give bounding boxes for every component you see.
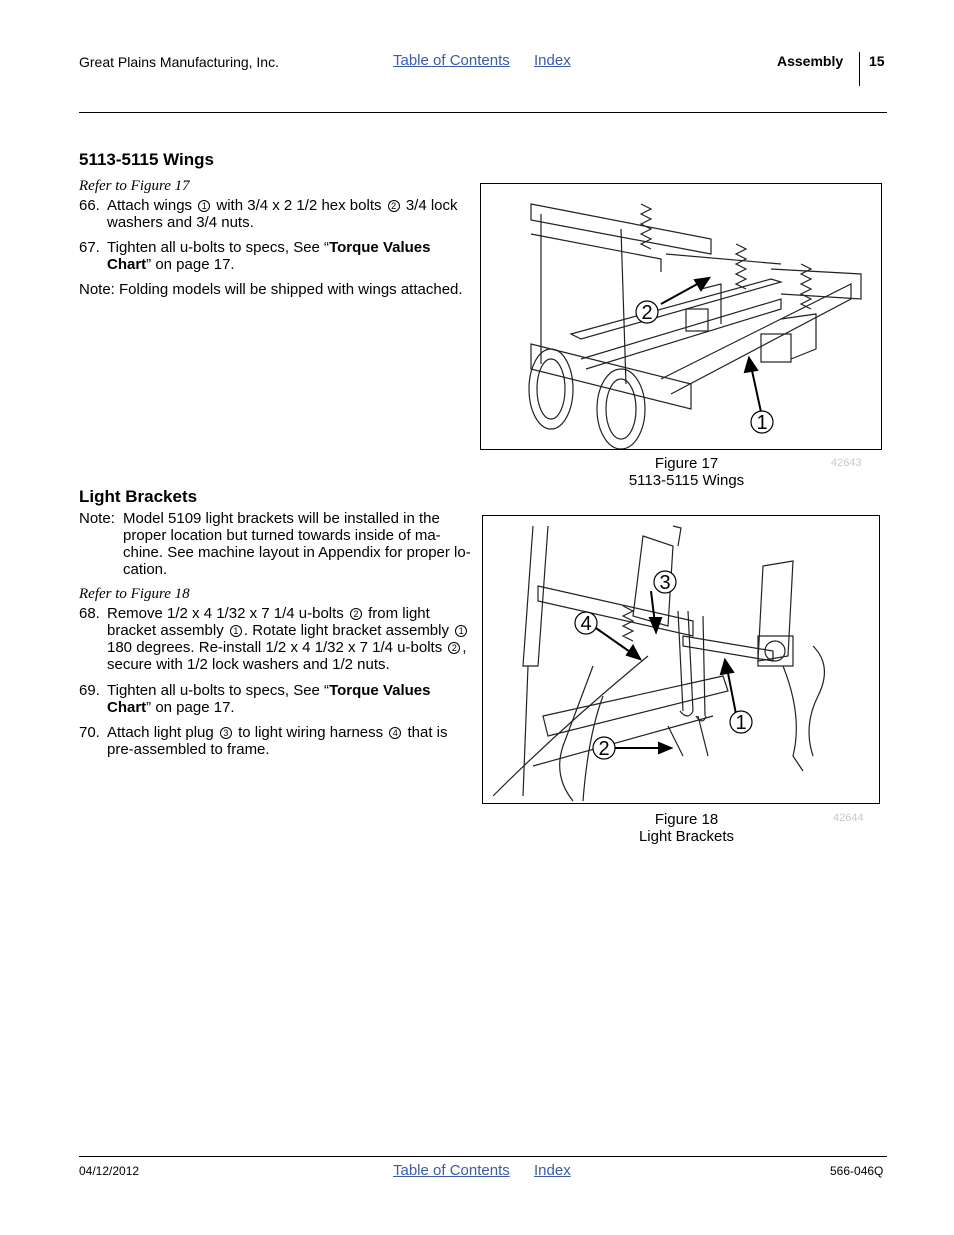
lights-note: Note: Model 5109 light brackets will be installed in the proper location but turned towards inside of ma- chine. See machine layout in Appendix for proper lo- cation. bbox=[79, 510, 471, 578]
callout-ref: 1 bbox=[198, 200, 210, 212]
callout-ref: 2 bbox=[388, 200, 400, 212]
figure-17-caption: Figure 17 5113-5115 Wings bbox=[628, 455, 745, 489]
section-name: Assembly bbox=[777, 53, 844, 69]
header-rule bbox=[79, 112, 887, 113]
step-66: 66. Attach wings 1 with 3/4 x 2 1/2 hex bolts 2 3/4 lock washers and 3/4 nuts. bbox=[79, 197, 458, 231]
footer-index-link[interactable]: Index bbox=[534, 1162, 571, 1179]
torque-link-text[interactable]: Torque Values Chart bbox=[107, 239, 431, 273]
light-brackets-illustration bbox=[483, 516, 879, 803]
wings-note: Note: Folding models will be shipped with wings attached. bbox=[79, 281, 463, 298]
footer-date: 04/12/2012 bbox=[79, 1164, 140, 1178]
page-number: 15 bbox=[869, 53, 885, 69]
torque-link-text[interactable]: Torque Values bbox=[329, 682, 431, 699]
wings-heading: 5113-5115 Wings bbox=[79, 150, 214, 169]
step-69: 69. Tighten all u-bolts to specs, See “Torque Values Chart” on page 17. bbox=[79, 682, 431, 716]
fig18-callout-2: 2 bbox=[598, 738, 610, 760]
header-toc-link[interactable]: Table of Contents bbox=[393, 52, 510, 69]
step-67: 67. Tighten all u-bolts to specs, See “Torque Values Chart” on page 17. bbox=[79, 239, 431, 273]
figure-18-id: 42644 bbox=[833, 812, 864, 824]
figure-18-caption: Figure 18 Light Brackets bbox=[638, 811, 735, 845]
footer-rule bbox=[79, 1156, 887, 1157]
header-index-link[interactable]: Index bbox=[534, 52, 571, 69]
company-name: Great Plains Manufacturing, Inc. bbox=[79, 54, 279, 70]
fig18-callout-4: 4 bbox=[580, 613, 592, 635]
footer-doc-number: 566-046Q bbox=[830, 1164, 884, 1178]
fig17-callout-2: 2 bbox=[641, 302, 653, 324]
lights-heading: Light Brackets bbox=[79, 487, 198, 506]
step-70: 70. Attach light plug 3 to light wiring harness 4 that is pre-assembled to frame. bbox=[79, 724, 448, 758]
wings-illustration bbox=[481, 184, 881, 449]
figure-18-frame bbox=[482, 515, 880, 804]
figure-17-id: 42643 bbox=[831, 457, 862, 469]
figure-17-frame bbox=[480, 183, 882, 450]
footer-toc-link[interactable]: Table of Contents bbox=[393, 1162, 510, 1179]
step-68: 68. Remove 1/2 x 4 1/32 x 7 1/4 u-bolts 2 from light bracket assembly 1 . Rotate light bracket assembly 1 180 degrees. Re-install 1/2 x 4 1/32 x 7 1/4 u-bolts 2 , secure with 1/2 lock washers and 1/2 nuts. bbox=[79, 605, 467, 673]
header-divider bbox=[859, 52, 860, 86]
fig18-callout-3: 3 bbox=[659, 572, 671, 594]
fig18-callout-1: 1 bbox=[735, 712, 747, 734]
fig17-callout-1: 1 bbox=[756, 412, 768, 434]
lights-refer: Refer to Figure 18 bbox=[79, 586, 190, 602]
wings-refer: Refer to Figure 17 bbox=[79, 178, 190, 194]
